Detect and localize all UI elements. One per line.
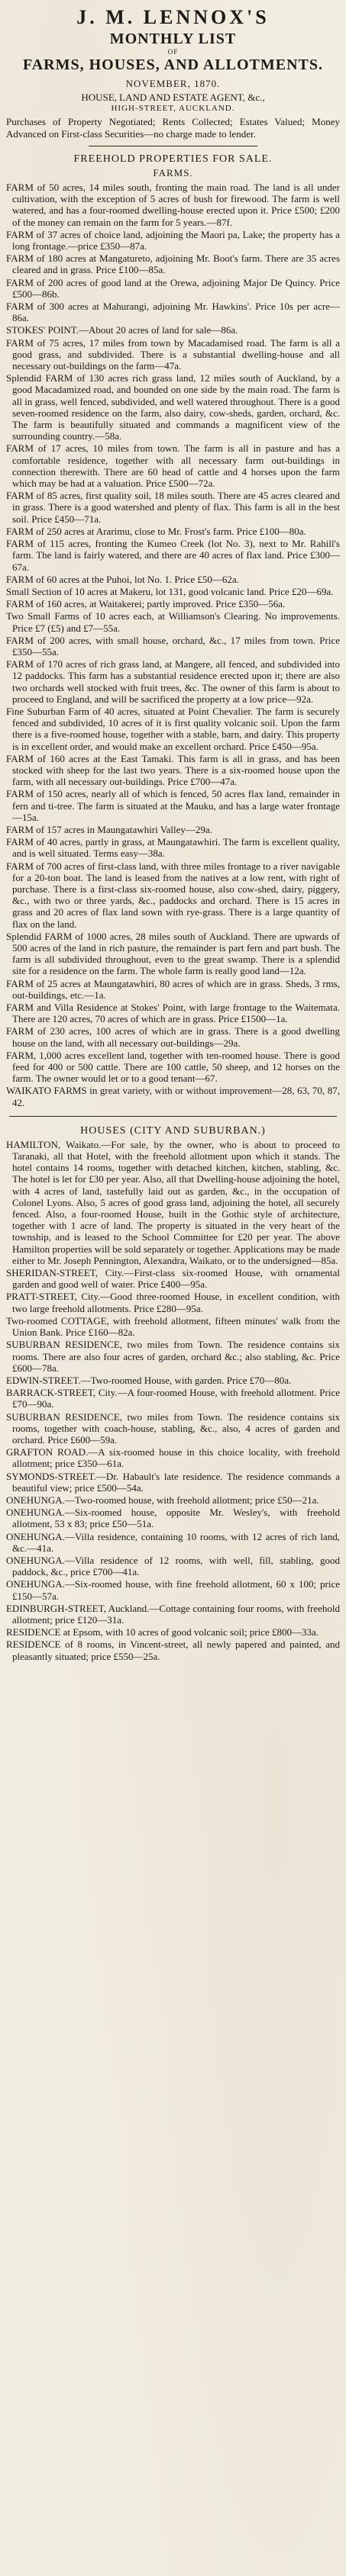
- divider: [9, 1116, 337, 1117]
- listing-entry: FARM, 1,000 acres excellent land, together with ten-roomed house. There is good feed for 400 or 500 cattle. There are 100 cattle, 50 sheep, and 12 horses on the farm. The owner would let or to a good tenant—67.: [6, 1049, 340, 1085]
- listing-entry: FARM of 25 acres at Maungatawhiri, 80 acres of which are in grass. Sheds, 3 rms, out-buildings, etc.—1a.: [6, 977, 340, 1001]
- listing-entry: FARM of 60 acres at the Puhoi, lot No. 1. Price £50—62a.: [6, 573, 239, 585]
- masthead: [5, 6, 341, 113]
- listing-entry: FARM of 250 acres at Ararimu, close to Mr. Frost's farm. Price £100—80a.: [6, 525, 306, 537]
- listing-entry: Splendid FARM of 130 acres rich grass land, 12 miles south of Auckland, by a good Macadamized road, and bounded on one side by the main road. The farm is all in grass, well fenced, subdivided, and well watered throughout. There is a good seven-roomed residence on the farm, also dairy, cow-sheds, garden, orchard, &c. The farm is beautifully situated and commands a magnificent view of the surrounding country.—58a.: [6, 372, 341, 442]
- listing-entry: Small Section of 10 acres at Makeru, lot 131, good volcanic land. Price £20—69a.: [6, 585, 334, 597]
- listing-entry: ONEHUNGA.—Six-roomed house, with fine freehold allotment, 60 x 100; price £150—57a.: [6, 1578, 340, 1602]
- listing-entry: HAMILTON, Waikato.—For sale, by the owner, who is about to proceed to Taranaki, all that Hotel, with the freehold allotment upon which it stands. The hotel contains 14 rooms, together with detached kitchen, kitchen, stabling, &c. The hotel is let for £30 per year. Also, all that Dwelling-house adjoining the hotel, with 4 acres of land, tastefully laid out as garden, &c., in the occupation of Colonel Lyons. Also, 5 acres of good grass land, adjoining the hotel, all securely fenced. Also, a four-roomed House, built in the Gothic style of architecture, together with 1 acre of land. The property is situated in the very heart of the township, and is leased to the School Committee for £20 per year. The above Hamilton properties will be sold separately or together. Applications may be made either to Mr. Joseph Pennington, Alexandra, Waikato, or to the undersigned—85a.: [6, 1138, 340, 1266]
- listing-entry: FARM of 180 acres at Mangatureto, adjoining Mr. Boot's farm. There are 35 acres cleared and in grass. Price £100—85a.: [6, 252, 340, 276]
- listing-entry: SYMONDS-STREET.—Dr. Habault's late residence. The residence commands a beautiful view; price £500—54a.: [6, 1470, 340, 1494]
- farms-subtitle: FARMS.: [153, 167, 193, 178]
- masthead-address: HIGH-STREET, AUCKLAND.: [111, 104, 235, 113]
- masthead-monthly-list: MONTHLY LIST: [109, 31, 237, 47]
- listing-entry: ONEHUNGA.—Villa residence, containing 10 rooms, with 12 acres of rich land, &c.—41a.: [6, 1530, 340, 1554]
- houses-section-title: HOUSES (CITY AND SUBURBAN.): [80, 1124, 266, 1137]
- listing-entry: EDWIN-STREET.—Two-roomed House, with garden. Price £70—80a.: [6, 1374, 292, 1386]
- masthead-company: HOUSE, LAND AND ESTATE AGENT, &c.,: [81, 92, 265, 103]
- listing-entry: BARRACK-STREET, City.—A four-roomed House, with freehold allotment. Price £70—90a.: [6, 1387, 340, 1410]
- listing-entry: SUBURBAN RESIDENCE, two miles from Town. The residence contains six rooms. There are also four acres of garden, orchard &c.; also stabling, &c. Price £600—78a.: [6, 1339, 340, 1374]
- listing-entry: FARM of 157 acres in Maungatawhiri Valley—29a.: [6, 823, 212, 835]
- listing-entry: FARM of 37 acres of choice land, adjoining the Maori pa, Lake; the property has a long frontage.—price £350—87a.: [6, 228, 340, 252]
- intro-paragraph: Purchases of Property Negotiated; Rents Collected; Estates Valued; Money Advanced on First-class Securities—no charge made to lender.: [6, 116, 340, 140]
- farm-listing: [5, 182, 341, 1108]
- listing-entry: EDINBURGH-STREET, Auckland.—Cottage containing four rooms, with freehold allotment; price £120—31a.: [6, 1602, 340, 1626]
- listing-entry: Two Small Farms of 10 acres each, at Williamson's Clearing. No improvements. Price £7 (£5) and £7—55a.: [6, 610, 340, 634]
- listing-entry: FARM of 85 acres, first quality soil, 18 miles south. There are 45 acres cleared and in grass. There is a good watershed and plenty of flax. This farm is all in the best soil. Price £450—71a.: [6, 490, 340, 525]
- listing-entry: RESIDENCE of 8 rooms, in Vincent-street, all newly papered and painted, and pleasantly situated; price £550—25a.: [6, 1639, 340, 1662]
- masthead-subject: FARMS, HOUSES, AND ALLOTMENTS.: [22, 56, 324, 73]
- listing-entry: FARM of 17 acres, 10 miles from town. The farm is all in pasture and has a comfortable residence, together with all necessary farm out-buildings in connection therewith. There are 60 head of cattle and 4 horses upon the farm which may be had at a valuation. Price £500—72a.: [6, 442, 340, 490]
- listing-entry: FARM of 115 acres, fronting the Kumeo Creek (lot No. 3), next to Mr. Rahill's farm. The land is fairly watered, and there are 40 acres of flax land. Price £300—67a.: [6, 538, 340, 573]
- listing-entry: FARM of 230 acres, 100 acres of which are in grass. There is a good dwelling house on the land, with all necessary out-buildings—29a.: [6, 1025, 340, 1049]
- listing-entry: SUBURBAN RESIDENCE, two miles from Town. The residence contains six rooms, together with coach-house, stabling, &c., also, 4 acres of garden and orchard. Price £600—59a.: [6, 1410, 340, 1446]
- listing-entry: STOKES' POINT.—About 20 acres of land for sale—86a.: [6, 324, 238, 336]
- listing-entry: FARM of 200 acres of good land at the Orewa, adjoining Major De Quincy. Price £500—86b.: [6, 276, 340, 300]
- listing-entry: PRATT-STREET, City.—Good three-roomed House, in excellent condition, with two large freehold allotments. Price £280—95a.: [6, 1291, 340, 1314]
- masthead-title: J. M. LENNOX'S: [76, 6, 270, 28]
- house-listing: [5, 1139, 341, 1662]
- listing-entry: Two-roomed COTTAGE, with freehold allotment, fifteen minutes' walk from the Union Bank. Price £160—82a.: [6, 1314, 340, 1339]
- listing-entry: FARM of 150 acres, nearly all of which is fenced, 50 acres flax land, remainder in fern and ti-tree. The farm is situated at the Mauku, and has a large water frontage—15a.: [6, 788, 340, 823]
- freehold-section-title: FREEHOLD PROPERTIES FOR SALE.: [73, 153, 273, 165]
- listing-entry: Fine Suburban Farm of 40 acres, situated at Point Chevalier. The farm is securely fenced and subdivided, 10 acres of it is first quality volcanic soil. Upon the farm there is a five-roomed house, together with a stable, barn, and dairy. This property is in excellent order, and would make an excellent orchard. Price £450—95a.: [6, 705, 340, 752]
- listing-entry: FARM of 40 acres, partly in grass, at Maungatawhiri. The farm is excellent quality, and is well situated. Terms easy—38a.: [6, 836, 340, 860]
- listing-entry: SHERIDAN-STREET, City.—First-class six-roomed House, with ornamental garden and good well of water. Price £400—95a.: [6, 1267, 340, 1291]
- masthead-of: OF: [167, 48, 179, 56]
- listing-entry: ONEHUNGA.—Villa residence of 12 rooms, with well, fill, stabling, good paddock, &c., price £700—41a.: [6, 1554, 340, 1578]
- listing-entry: FARM of 300 acres at Mahurangi, adjoining Mr. Hawkins'. Price 10s per acre—86a.: [6, 301, 340, 324]
- listing-entry: FARM of 170 acres of rich grass land, at Mangere, all fenced, and subdivided into 12 paddocks. This farm has a substantial residence erected upon it; there are also two orchards well stocked with fruit trees, &c. The owner of this farm is about to proceed to England, and will be sacrificed the property at a low price—92a.: [6, 658, 340, 705]
- listing-entry: FARM and Villa Residence at Stokes' Point, with large frontage to the Waitemata. There are 120 acres, 70 acres of which are in grass. Price £1500—1a.: [6, 1002, 340, 1025]
- listing-entry: FARM of 50 acres, 14 miles south, fronting the main road. The land is all under cultivation, with the exception of 5 acres of bush for firewood. The farm is well watered, and has a four-roomed dwelling-house erected upon it. Price £500; £200 of the money can remain on the farm for 5 years.—87f.: [6, 182, 340, 228]
- masthead-date: NOVEMBER, 1870.: [125, 78, 221, 89]
- listing-entry: ONEHUNGA.—Two-roomed house, with freehold allotment; price £50—21a.: [6, 1494, 319, 1506]
- listing-entry: FARM of 160 acres at the East Tamaki. This farm is all in grass, and has been stocked with sheep for the last two years. There is a six-roomed house upon the farm, with all necessary out-buildings. Price £700—47a.: [6, 752, 340, 788]
- listing-entry: FARM of 160 acres, at Waitakerei; partly improved. Price £350—56a.: [6, 598, 286, 610]
- listing-entry: FARM of 75 acres, 17 miles from town by Macadamised road. The farm is all a good grass, and subdivided. There is a substantial dwelling-house and all necessary out-buildings on the farm—47a.: [6, 336, 340, 372]
- listing-entry: FARM of 200 acres, with small house, orchard, &c., 17 miles from town. Price £350—55a.: [6, 634, 340, 658]
- listing-entry: ONEHUNGA.—Six-roomed house, opposite Mr. Wesley's, with freehold allotment, 53 x 83; price £50—51a.: [6, 1507, 340, 1530]
- listing-entry: RESIDENCE at Epsom, with 10 acres of good volcanic soil; price £800—33a.: [6, 1626, 319, 1639]
- listing-entry: FARM of 700 acres of first-class land, with three miles frontage to a river navigable for a 20-ton boat. The land is leased from the natives at a low rent, with right of purchase. There is a first-class six-roomed house, also cow-shed, dairy, piggery, &c., with two or three yards, &c., paddocks and orchard. There is 15 acres in grass and 20 acres of flax land sown with rye-grass. There is a large quantity of flax on the land.: [6, 860, 340, 930]
- listing-entry: GRAFTON ROAD.—A six-roomed house in this choice locality, with freehold allotment; price £350—61a.: [6, 1446, 340, 1470]
- listing-entry: Splendid FARM of 1000 acres, 28 miles south of Auckland. There are upwards of 500 acres of the land in rich pasture, the remainder is part fern and part bush. The farm is all subdivided throughout, even to the great swamp. There is a splendid site for a residence on the farm. The whole farm is really good land—12a.: [6, 930, 340, 977]
- listing-entry: WAIKATO FARMS in great variety, with or without improvement—28, 63, 70, 87, 42.: [6, 1085, 340, 1108]
